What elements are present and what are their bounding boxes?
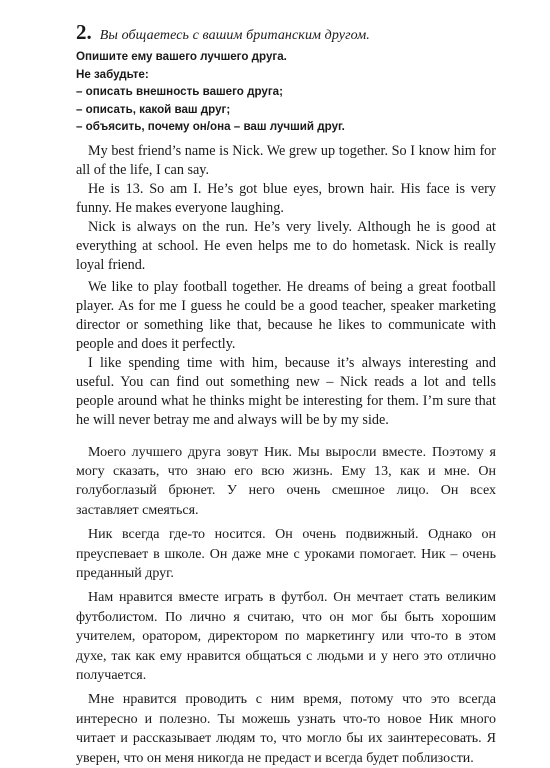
english-paragraph: My best friend’s name is Nick. We grew up together. So I know him for all of the life, I can say.	[76, 142, 496, 180]
russian-paragraph: Мне нравится проводить с ним время, потому что это всегда интересно и полезно. Ты можешь узнать что-то новое Ник много читает и рассказывает людям то, что могло бы их заинтересовать. Я уверен, что он меня никогда не предаст и всегда будет поблизости.	[76, 690, 496, 768]
task-reminder-title: Не забудьте:	[76, 66, 496, 84]
task-point: – описать, какой ваш друг;	[76, 101, 496, 119]
russian-text	[76, 443, 496, 768]
task-point: – объясить, почему он/она – ваш лучший друг.	[76, 118, 496, 136]
english-text	[76, 142, 496, 430]
english-paragraph: Nick is always on the run. He’s very lively. Although he is good at everything at school. He even helps me to do hometask. Nick is really loyal friend.	[76, 218, 496, 275]
russian-paragraph: Ник всегда где-то носится. Он очень подвижный. Однако он преуспевает в школе. Он даже мне с уроками помогает. Ник – очень преданный друг.	[76, 525, 496, 583]
exercise-number: 2.	[76, 20, 92, 45]
task-point: – описать внешность вашего друга;	[76, 83, 496, 101]
task-instructions	[76, 48, 496, 136]
exercise-header	[76, 20, 496, 45]
task-instruction: Опишите ему вашего лучшего друга.	[76, 48, 496, 66]
russian-paragraph: Моего лучшего друга зовут Ник. Мы выросли вместе. Поэтому я могу сказать, что знаю его всю жизнь. Ему 13, как и мне. Он голубоглазый брюнет. У него очень смешное лицо. Он всех заставляет смеяться.	[76, 443, 496, 521]
english-paragraph: He is 13. So am I. He’s got blue eyes, brown hair. His face is very funny. He makes everyone laughing.	[76, 180, 496, 218]
textbook-page	[76, 20, 496, 768]
english-paragraph: We like to play football together. He dreams of being a great football player. As for me I guess he could be a good teacher, speaker marketing director or something like that, because he likes to communicate with people and does it perfectly.	[76, 278, 496, 354]
russian-paragraph: Нам нравится вместе играть в футбол. Он мечтает стать великим футболистом. По лично я считаю, что он мог бы быть хорошим учителем, оратором, директором по маркетингу или что-то в этом духе, так как ему нравится общаться с людьми и у него это отлично получается.	[76, 588, 496, 685]
exercise-context: Вы общаетесь с вашим британским другом.	[100, 28, 370, 44]
english-paragraph: I like spending time with him, because it’s always interesting and useful. You can find out something new – Nick reads a lot and tells people around what he thinks might be interesting for them. I’m sure that he will never betray me and always will be by my side.	[76, 354, 496, 430]
